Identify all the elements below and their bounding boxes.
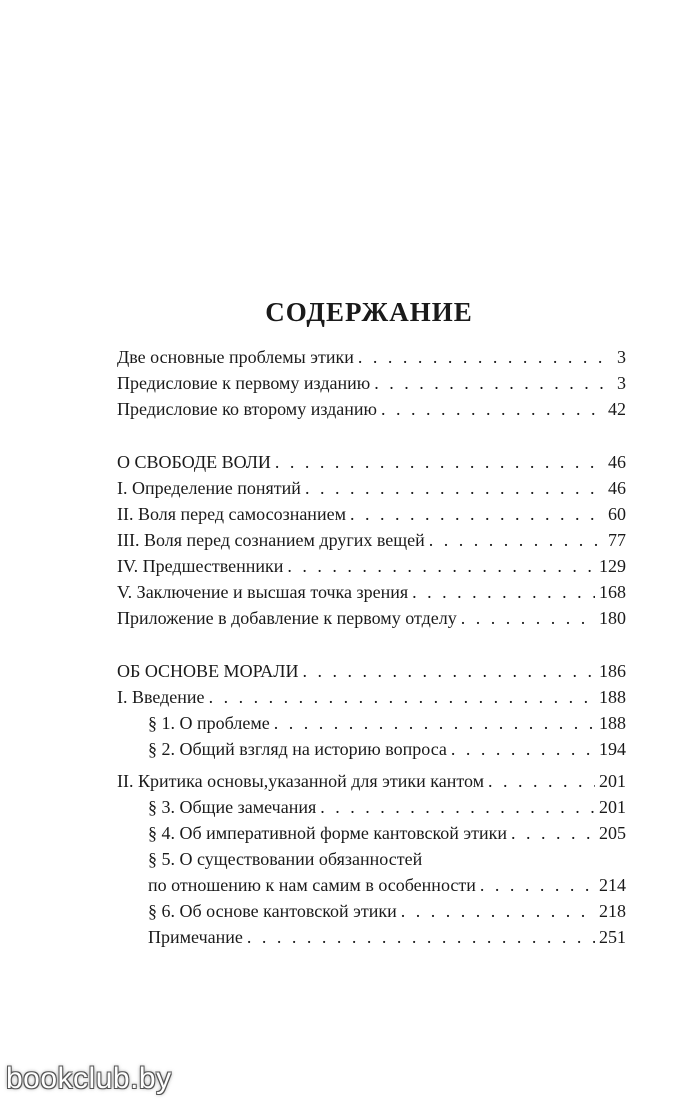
toc-entry: [117, 605, 626, 631]
toc-entry-page: 251: [599, 927, 626, 947]
toc-leader-dots: [302, 658, 595, 684]
toc-entry-label: IV. Предшественники: [117, 556, 284, 576]
toc-entry-label: V. Заключение и высшая точка зрения: [117, 582, 409, 602]
toc-leader-dots: [401, 898, 595, 924]
toc-leader-dots: [429, 527, 604, 553]
toc-entry: [117, 768, 626, 794]
toc-entry: [117, 710, 626, 736]
toc-entry-label: II. Воля перед самосознанием: [117, 504, 346, 524]
toc-entry: [117, 898, 626, 924]
toc-leader-dots: [412, 579, 595, 605]
toc-entry-label: § 2. Общий взгляд на историю вопроса: [148, 739, 447, 759]
toc-entry-label: Предисловие ко второму изданию: [117, 399, 377, 419]
toc-entry-label: Примечание: [148, 927, 243, 947]
toc-entry-label: О СВОБОДЕ ВОЛИ: [117, 452, 271, 472]
site-watermark: bookclub.by: [6, 1062, 172, 1095]
toc-leader-dots: [461, 605, 595, 631]
toc-entry: [117, 344, 626, 370]
toc-leader-dots: [374, 370, 613, 396]
toc-leader-dots: [488, 768, 595, 794]
toc-entry-page: 201: [599, 797, 626, 817]
toc-leader-dots: [274, 710, 595, 736]
toc-entry: [117, 370, 626, 396]
toc-entry-page: 188: [599, 687, 626, 707]
toc-leader-dots: [350, 501, 604, 527]
toc-entry-page: 42: [608, 399, 626, 419]
toc-leader-dots: [305, 475, 604, 501]
toc-entry-label: Две основные проблемы этики: [117, 347, 354, 367]
toc-leader-dots: [358, 344, 613, 370]
toc-entry-page: 194: [599, 739, 626, 759]
toc-entry-page: 129: [599, 556, 626, 576]
toc-entry: [117, 396, 626, 422]
toc-entry: [117, 658, 626, 684]
toc-entry: [117, 553, 626, 579]
toc-leader-dots: [480, 872, 595, 898]
toc-entry: [117, 527, 626, 553]
toc-entry: [117, 820, 626, 846]
toc-leader-dots: [275, 449, 604, 475]
toc-entry-label: I. Введение: [117, 687, 205, 707]
toc-entry-label: II. Критика основы,указанной для этики кантом: [117, 771, 485, 791]
toc-leader-dots: [287, 553, 595, 579]
toc-entry: [117, 501, 626, 527]
toc-entry-page: 3: [617, 347, 626, 367]
toc-entry-label: § 6. Об основе кантовской этики: [148, 901, 397, 921]
toc-entry-label: ОБ ОСНОВЕ МОРАЛИ: [117, 661, 299, 681]
toc-leader-dots: [247, 924, 595, 950]
toc-entry-page: 168: [599, 582, 626, 602]
toc-leader-dots: [209, 684, 595, 710]
toc-entry-label: III. Воля перед сознанием других вещей: [117, 530, 425, 550]
toc-entry: [117, 475, 626, 501]
toc-entry-page: 188: [599, 713, 626, 733]
toc-entry: [117, 449, 626, 475]
toc-leader-dots: [511, 820, 595, 846]
toc-entry-label: Предисловие к первому изданию: [117, 373, 371, 393]
toc-entry-heading-line: [117, 846, 626, 872]
toc-entry-label: по отношению к нам самим в особенности: [148, 875, 476, 895]
toc-entry: [117, 579, 626, 605]
toc-entry: [117, 924, 626, 950]
toc-entry-page: 60: [608, 504, 626, 524]
toc-entry: [117, 736, 626, 762]
toc-entry-page: 205: [599, 823, 626, 843]
toc-entry-page: 180: [599, 608, 626, 628]
table-of-contents: [117, 344, 626, 950]
toc-entry: [117, 684, 626, 710]
toc-entry: [117, 794, 626, 820]
toc-entry-page: 3: [617, 373, 626, 393]
toc-entry-page: 214: [599, 875, 626, 895]
toc-leader-dots: [451, 736, 595, 762]
toc-leader-dots: [320, 794, 595, 820]
toc-entry-label: § 4. Об императивной форме кантовской этики: [148, 823, 508, 843]
toc-entry-page: 46: [608, 452, 626, 472]
toc-entry: [117, 872, 626, 898]
toc-leader-dots: [381, 396, 604, 422]
toc-entry-page: 218: [599, 901, 626, 921]
toc-entry-page: 77: [608, 530, 626, 550]
toc-entry-label: § 5. О существовании обязанностей: [148, 849, 423, 869]
toc-entry-label: § 3. Общие замечания: [148, 797, 317, 817]
toc-entry-label: I. Определение понятий: [117, 478, 301, 498]
toc-entry-label: Приложение в добавление к первому отделу: [117, 608, 457, 628]
toc-entry-page: 186: [599, 661, 626, 681]
toc-entry-label: § 1. О проблеме: [148, 713, 270, 733]
page-title: СОДЕРЖАНИЕ: [265, 297, 473, 327]
toc-entry-page: 201: [599, 771, 626, 791]
toc-entry-page: 46: [608, 478, 626, 498]
